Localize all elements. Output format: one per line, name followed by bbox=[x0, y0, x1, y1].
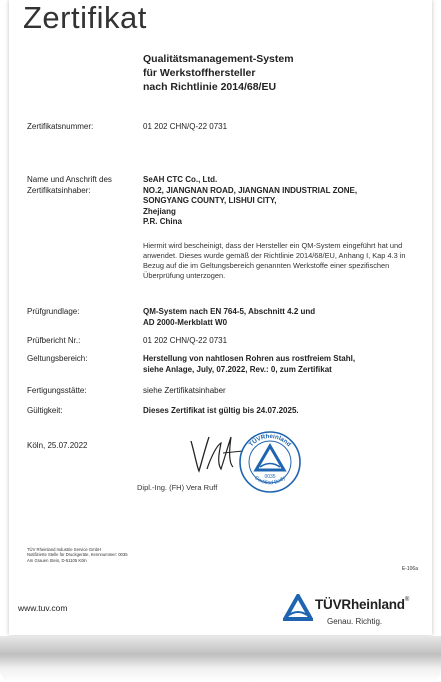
holder-line: SONGYANG COUNTY, LISHUI CITY, bbox=[143, 196, 277, 205]
heading-line: nach Richtlinie 2014/68/EU bbox=[143, 81, 277, 93]
certificate-title: Zertifikat bbox=[23, 0, 147, 35]
holder-label-line: Name und Anschrift des bbox=[27, 175, 112, 184]
seal-number: 0035 bbox=[264, 474, 276, 480]
basis-label: Prüfgrundlage: bbox=[27, 307, 80, 316]
website-link[interactable]: www.tuv.com bbox=[18, 603, 68, 613]
certification-statement: Hiermit wird bescheinigt, dass der Hersteller ein QM-System eingeführt hat und anwendet. Dieses wurde gemäß der Richtlinie 2014/68/EU, Anhang I, Kap 4.3 in Bezug auf die im Geltungsbereich genannten Werkstoffe einer spezifischen Überprüfung unterzogen. bbox=[143, 241, 406, 280]
holder-line: SeAH CTC Co., Ltd. bbox=[143, 175, 218, 184]
basis-line: AD 2000-Merkblatt W0 bbox=[143, 317, 228, 327]
report-label: Prüfbericht Nr.: bbox=[27, 336, 81, 345]
address-line: Am Grauen Stein, D-51105 Köln bbox=[27, 557, 87, 563]
seal-bottom-text: Certified Body bbox=[253, 475, 287, 487]
tuv-logo-icon bbox=[283, 594, 313, 622]
holder-address bbox=[143, 175, 423, 228]
holder-label-line: Zertifikatsinhaber: bbox=[27, 185, 91, 195]
display-base bbox=[0, 636, 441, 682]
brand-name bbox=[315, 597, 409, 612]
form-number: E-106a bbox=[401, 566, 418, 572]
scope-label: Geltungsbereich: bbox=[27, 354, 88, 363]
site-label: Fertigungsstätte: bbox=[27, 386, 87, 395]
site-value: siehe Zertifikatsinhaber bbox=[143, 386, 226, 395]
report-value: 01 202 CHN/Q-22 0731 bbox=[143, 336, 228, 345]
holder-label bbox=[27, 175, 139, 196]
scope-line: Herstellung von nahtlosen Rohren aus rostfreiem Stahl, bbox=[143, 354, 356, 363]
scope-line: siehe Anlage, July, 07.2022, Rev.: 0, zum Zertifikat bbox=[143, 364, 332, 374]
seal-top-text: TÜVRheinland bbox=[247, 432, 293, 449]
address-line: Notifizierte Stelle für Druckgeräte, Kennnummer: 0035 bbox=[27, 552, 128, 558]
signer-name: Dipl.-Ing. (FH) Vera Ruff bbox=[137, 483, 218, 492]
heading-line: für Werkstoffhersteller bbox=[143, 67, 256, 79]
validity-value: Dieses Zertifikat ist gültig bis 24.07.2025. bbox=[143, 406, 299, 415]
scope-value bbox=[143, 354, 423, 375]
brand-text: TÜVRheinland bbox=[315, 597, 405, 612]
cert-number-value: 01 202 CHN/Q-22 0731 bbox=[143, 122, 228, 131]
cert-number-label: Zertifikatsnummer: bbox=[27, 122, 94, 131]
basis-value bbox=[143, 307, 423, 328]
place-date: Köln, 25.07.2022 bbox=[27, 441, 88, 450]
address-line: TÜV Rheinland Industrie Service GmbH bbox=[27, 547, 102, 552]
issuer-address bbox=[27, 547, 128, 563]
brand-registered-mark: ® bbox=[404, 597, 410, 603]
tuv-seal-icon bbox=[238, 430, 302, 494]
holder-line: NO.2, JIANGNAN ROAD, JIANGNAN INDUSTRIAL ZONE, bbox=[143, 185, 358, 195]
validity-label: Gültigkeit: bbox=[27, 406, 63, 415]
basis-line: QM-System nach EN 764-5, Abschnitt 4.2 und bbox=[143, 307, 316, 316]
holder-line: Zhejiang bbox=[143, 206, 176, 216]
holder-line: P.R. China bbox=[143, 217, 182, 226]
brand-tagline: Genau. Richtig. bbox=[327, 617, 383, 626]
certificate-heading bbox=[143, 52, 294, 94]
certificate-page bbox=[9, 0, 432, 635]
heading-line: Qualitätsmanagement-System bbox=[143, 53, 294, 65]
